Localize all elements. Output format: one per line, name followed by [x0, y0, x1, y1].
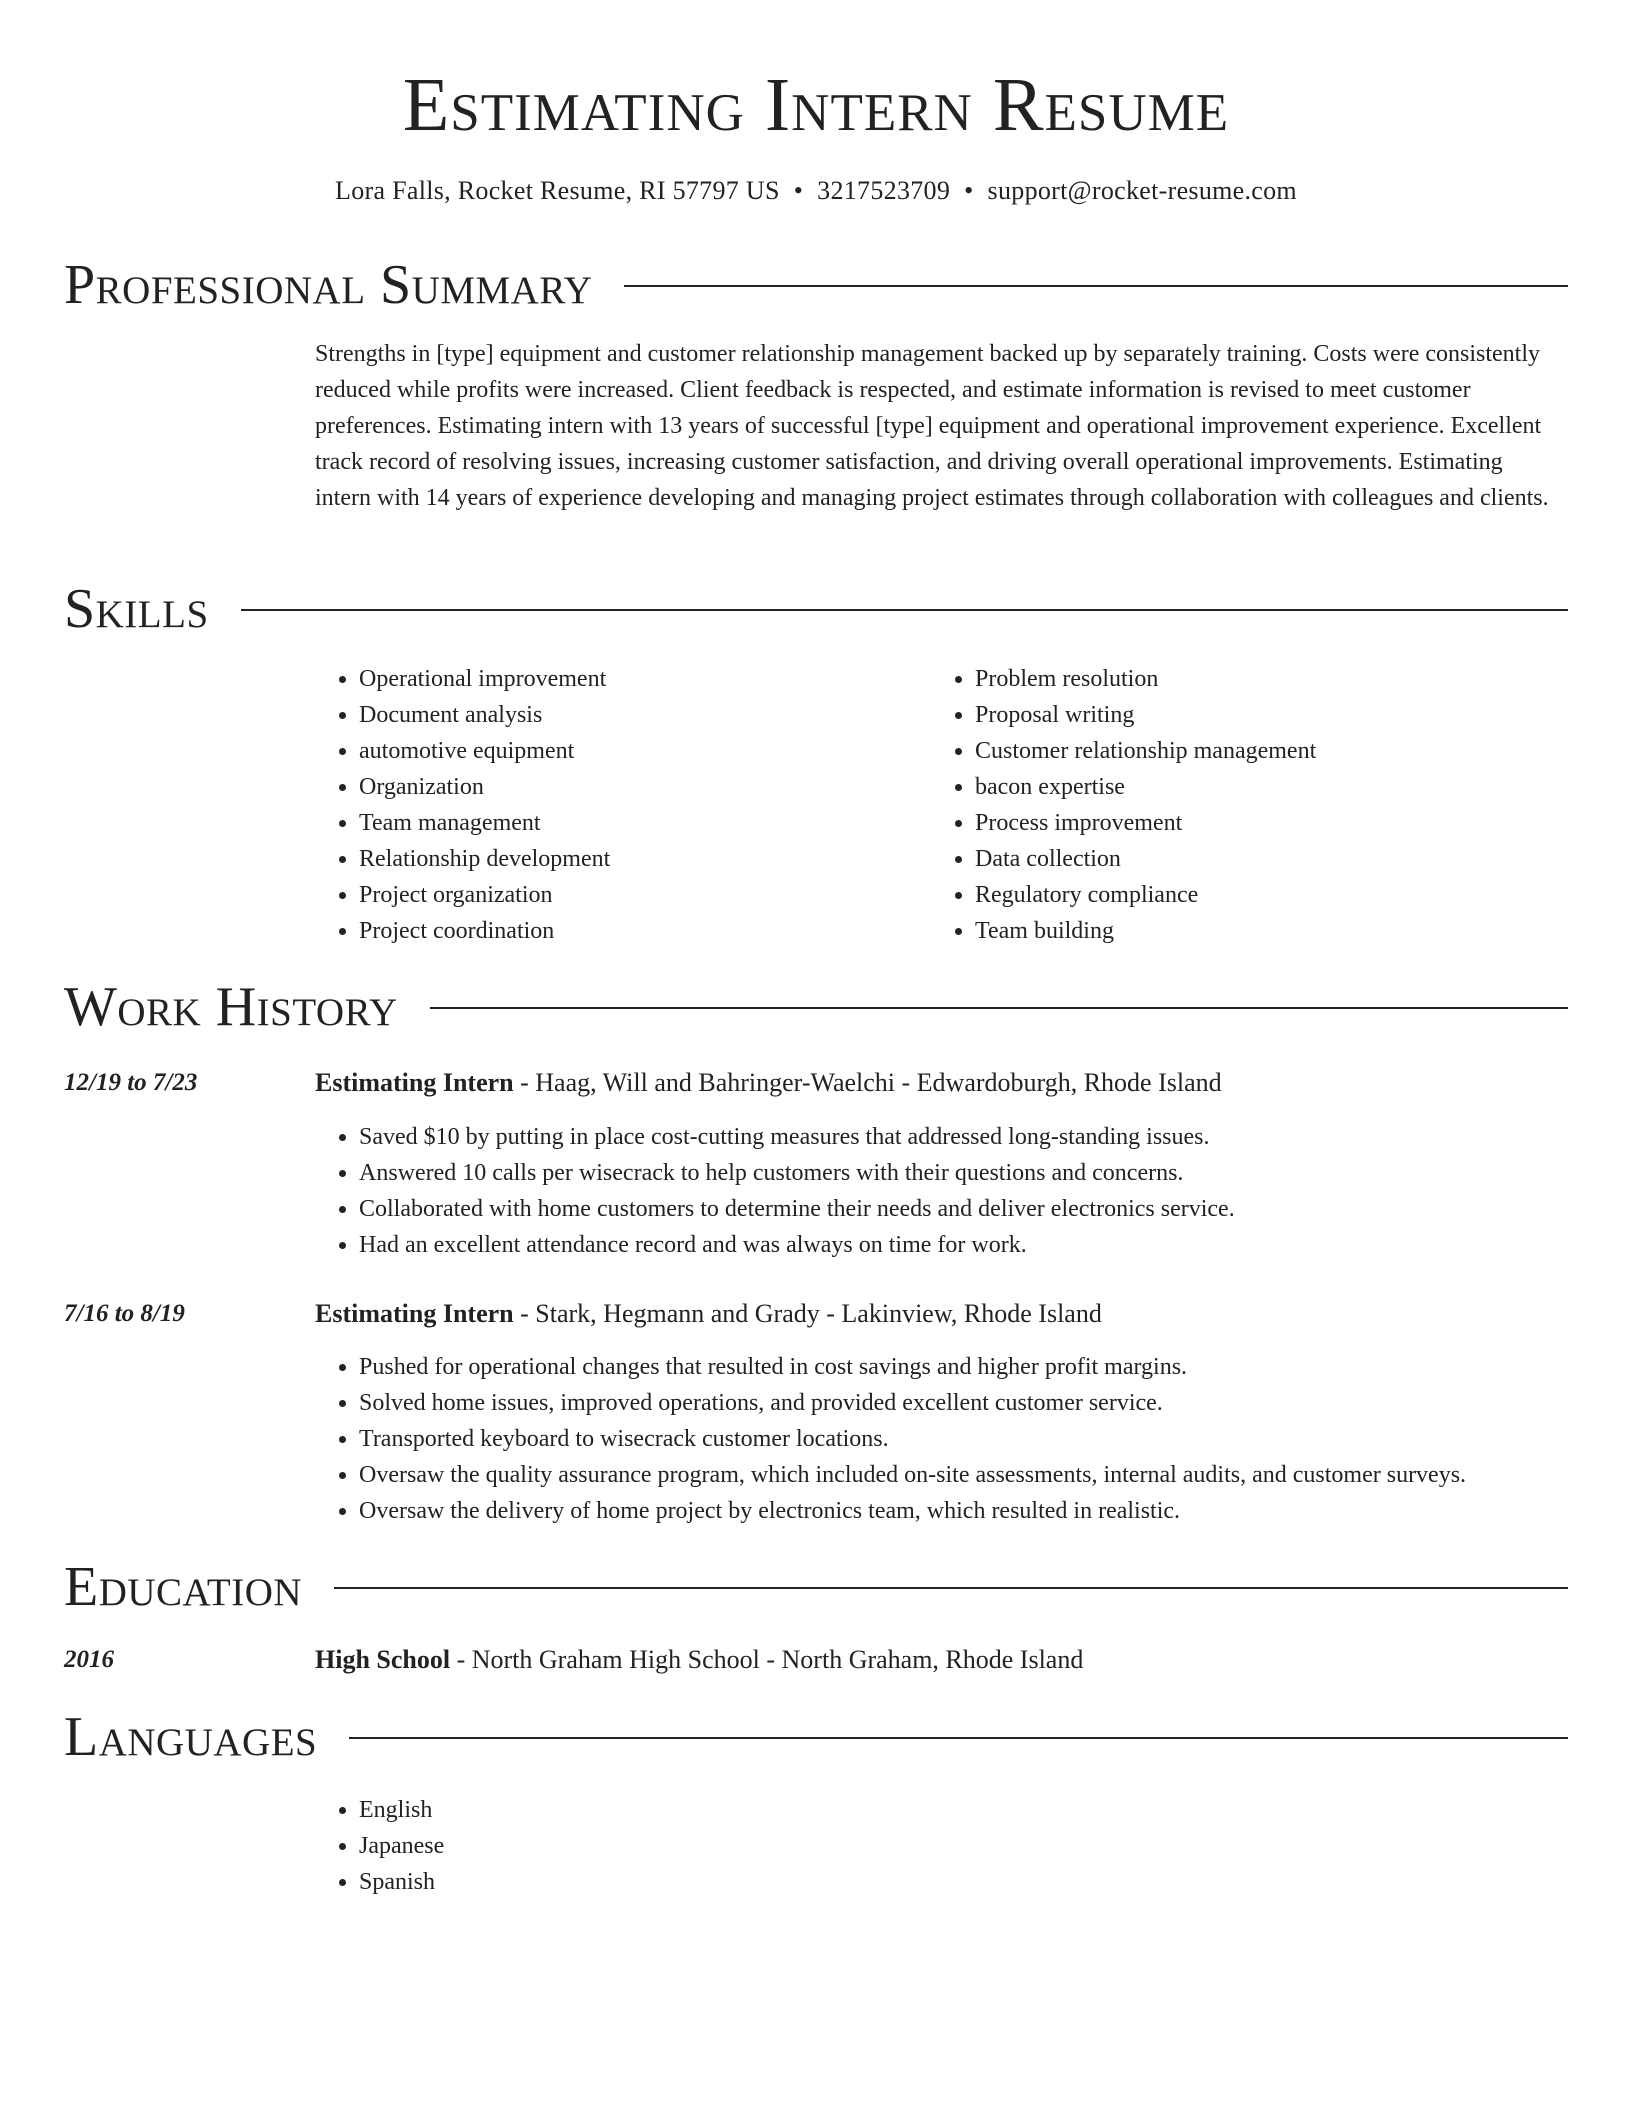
education-heading: Education: [64, 1556, 303, 1618]
summary-text: Strengths in [type] equipment and customer relationship management backed up by separately training. Costs were consistently reduced while profits were increased. Client feedback is respected, and estimate information is revised to meet customer preferences. Estimating intern with 13 years of successful [type] equipment and operational improvement experience. Excellent track record of resolving issues, increasing customer satisfaction, and driving overall operational improvements. Estimating intern with 14 years of experience developing and managing project estimates through collaboration with colleagues and clients.: [315, 341, 1549, 511]
skills-right-list: [931, 661, 1531, 949]
job-details: - Stark, Hegmann and Grady - Lakinview, Rhode Island: [513, 1299, 1102, 1328]
education-details: - North Graham High School - North Graham, Rhode Island: [450, 1645, 1084, 1674]
section-divider: [430, 1007, 1568, 1009]
languages-section-heading: [64, 1705, 1568, 1769]
job-details: - Haag, Will and Bahringer-Waelchi - Edwardoburgh, Rhode Island: [513, 1068, 1222, 1097]
skills-heading: Skills: [64, 578, 209, 640]
contact-line: [0, 173, 1632, 209]
job-title: Estimating Intern: [315, 1068, 514, 1097]
skill-item: • Project coordination: [359, 913, 915, 949]
email: support@rocket-resume.com: [987, 176, 1297, 205]
job-dates: 7/16 to 8/19: [64, 1300, 185, 1327]
job-bullet: • Oversaw the delivery of home project by electronics team, which resulted in realistic.: [359, 1493, 1575, 1529]
language-item: • Spanish: [359, 1864, 1575, 1900]
job-duties: [315, 1349, 1575, 1529]
skill-item: • Proposal writing: [975, 697, 1531, 733]
skills-left-column: [315, 661, 915, 949]
job-title: Estimating Intern: [315, 1299, 514, 1328]
skill-item: • Team management: [359, 805, 915, 841]
skill-item: • Organization: [359, 769, 915, 805]
skill-item: • Operational improvement: [359, 661, 915, 697]
skill-item: • Project organization: [359, 877, 915, 913]
skill-item: • Process improvement: [975, 805, 1531, 841]
work-heading: Work History: [64, 976, 398, 1038]
skills-right-column: [931, 661, 1531, 949]
skill-item: • Customer relationship management: [975, 733, 1531, 769]
summary-heading: Professional Summary: [64, 254, 593, 316]
phone: 3217523709: [817, 176, 951, 205]
skill-item: • Regulatory compliance: [975, 877, 1531, 913]
work-section-heading: [64, 975, 1568, 1039]
job-bullet: • Solved home issues, improved operations, and provided excellent customer service.: [359, 1385, 1575, 1421]
section-divider: [334, 1587, 1568, 1589]
separator-dot: •: [793, 176, 804, 205]
education-degree: High School: [315, 1645, 451, 1674]
languages-list: [315, 1792, 1575, 1900]
job-bullet: • Oversaw the quality assurance program, which included on-site assessments, internal audits, and customer surveys.: [359, 1457, 1575, 1493]
skills-section-heading: [64, 577, 1568, 641]
section-divider: [241, 609, 1568, 611]
education-year: 2016: [64, 1646, 114, 1673]
skill-item: • Document analysis: [359, 697, 915, 733]
job-heading: [315, 1065, 1575, 1101]
language-item: • Japanese: [359, 1828, 1575, 1864]
skill-item: • Relationship development: [359, 841, 915, 877]
job-bullet: • Had an excellent attendance record and was always on time for work.: [359, 1227, 1575, 1263]
skill-item: • Data collection: [975, 841, 1531, 877]
section-divider: [624, 285, 1568, 287]
job-duties: [315, 1119, 1575, 1263]
skills-left-list: [315, 661, 915, 949]
job-bullet: • Pushed for operational changes that resulted in cost savings and higher profit margins.: [359, 1349, 1575, 1385]
separator-dot: •: [964, 176, 974, 205]
section-divider: [349, 1737, 1568, 1739]
job-bullet: • Collaborated with home customers to determine their needs and deliver electronics service.: [359, 1191, 1575, 1227]
education-heading-line: [315, 1642, 1575, 1678]
skill-item: • Team building: [975, 913, 1531, 949]
job-bullet: • Saved $10 by putting in place cost-cutting measures that addressed long-standing issues.: [359, 1119, 1575, 1155]
skill-item: • automotive equipment: [359, 733, 915, 769]
language-item: • English: [359, 1792, 1575, 1828]
summary-section-heading: [64, 253, 1568, 317]
skill-item: • Problem resolution: [975, 661, 1531, 697]
resume-title: Estimating Intern Resume: [402, 63, 1230, 147]
job-bullet: • Answered 10 calls per wisecrack to help customers with their questions and concerns.: [359, 1155, 1575, 1191]
job-dates: 12/19 to 7/23: [64, 1069, 198, 1096]
address: Lora Falls, Rocket Resume, RI 57797 US: [335, 176, 780, 205]
skill-item: • bacon expertise: [975, 769, 1531, 805]
job-heading: [315, 1296, 1575, 1332]
job-bullet: • Transported keyboard to wisecrack customer locations.: [359, 1421, 1575, 1457]
education-section-heading: [64, 1555, 1568, 1619]
languages-heading: Languages: [64, 1706, 318, 1768]
